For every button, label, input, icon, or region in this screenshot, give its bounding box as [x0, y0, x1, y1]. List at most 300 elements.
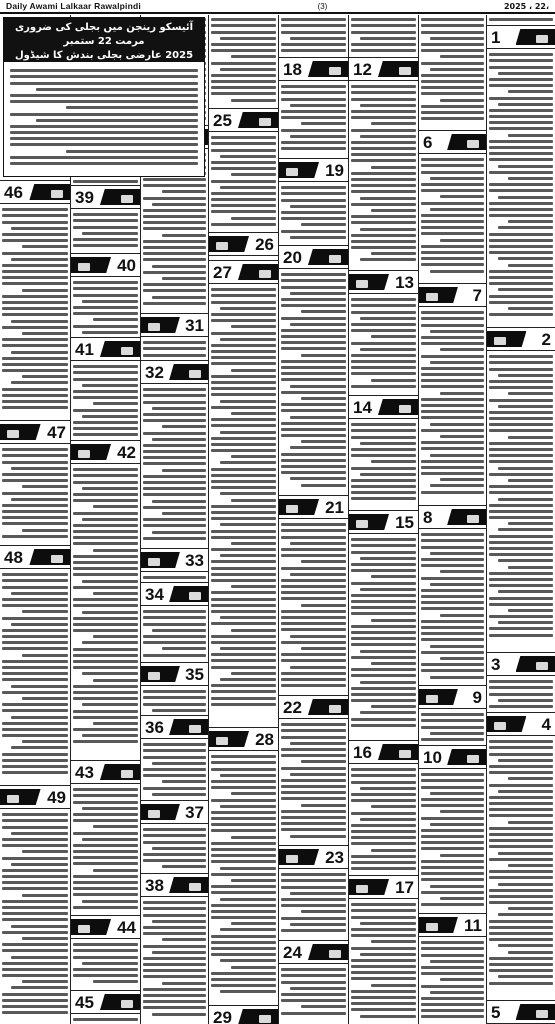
text-line [351, 342, 416, 345]
text-line [351, 372, 416, 375]
text-line [211, 573, 276, 576]
text-line [351, 129, 416, 132]
ad-banner [516, 29, 555, 45]
text-line [73, 474, 138, 477]
text-line [421, 954, 484, 957]
text-line [220, 554, 276, 557]
text-line [290, 923, 346, 926]
text-line [281, 217, 346, 220]
text-line [430, 177, 484, 180]
ad-number: 25 [213, 111, 232, 130]
ad-number-header [279, 845, 348, 869]
text-line [498, 165, 553, 168]
text-line [143, 654, 206, 657]
text-line [143, 450, 206, 453]
text-line [162, 512, 206, 515]
text-line [11, 592, 68, 595]
text-line [489, 746, 553, 749]
text-line [489, 870, 553, 873]
text-line [421, 324, 484, 327]
ad-text-block [2, 445, 68, 544]
text-line [489, 833, 553, 836]
text-line [351, 31, 416, 34]
ad-number-header [487, 25, 555, 49]
text-line [290, 205, 346, 208]
text-line [421, 441, 484, 444]
text-line [281, 579, 346, 582]
text-line [152, 1013, 206, 1016]
text-line [281, 279, 346, 282]
text-line [143, 963, 206, 966]
text-line [281, 286, 346, 289]
text-line [351, 551, 416, 554]
text-line [489, 541, 553, 544]
text-line [231, 325, 277, 328]
text-line [231, 836, 277, 839]
text-line [220, 431, 276, 434]
text-line [301, 910, 347, 913]
text-line [220, 338, 276, 341]
text-line [211, 848, 276, 851]
text-line [290, 892, 346, 895]
text-line [421, 105, 484, 108]
text-line [2, 264, 68, 267]
text-line [211, 811, 276, 814]
ad-number: 18 [283, 60, 302, 79]
text-line [2, 604, 68, 607]
ad-banner [308, 944, 348, 960]
ad-banner [209, 731, 249, 747]
text-line [82, 487, 138, 490]
text-line [220, 990, 276, 993]
text-line [2, 869, 68, 872]
ad-banner [141, 804, 180, 820]
text-line [2, 813, 68, 816]
text-line [152, 438, 206, 441]
text-line [2, 1005, 68, 1008]
text-line [2, 313, 68, 316]
text-line [2, 666, 68, 669]
text-line [11, 986, 68, 989]
text-line [143, 524, 206, 527]
text-line [211, 505, 276, 508]
text-line [371, 460, 417, 463]
text-line [489, 802, 553, 805]
text-line [440, 348, 484, 351]
text-line [351, 855, 416, 858]
text-line [281, 828, 346, 831]
ad-text-block [489, 677, 553, 711]
text-line [73, 180, 138, 183]
text-line [143, 444, 206, 447]
text-line [351, 479, 416, 482]
text-line [421, 866, 484, 869]
ad-banner [378, 744, 418, 760]
ad-banner [487, 331, 526, 347]
text-line [430, 37, 484, 40]
text-line [2, 516, 68, 519]
text-line [93, 980, 139, 983]
text-line [351, 977, 416, 980]
ad-banner [0, 789, 41, 805]
ad-text-block [143, 825, 206, 872]
text-line [143, 635, 206, 638]
text-line [281, 192, 346, 195]
text-line [143, 853, 206, 856]
text-line [10, 69, 198, 72]
ad-number: 40 [117, 256, 136, 275]
text-line [498, 467, 553, 470]
text-line [231, 585, 277, 588]
text-line [152, 203, 206, 206]
text-line [351, 569, 416, 572]
text-line [489, 615, 553, 618]
text-line [10, 131, 198, 134]
text-line [301, 440, 347, 443]
text-line [82, 331, 138, 334]
text-line [489, 680, 553, 683]
text-line [73, 654, 138, 657]
text-line [371, 662, 417, 665]
text-line [2, 338, 68, 341]
text-line [290, 37, 346, 40]
ad-text-block [489, 737, 553, 999]
text-line [211, 517, 276, 520]
text-line [360, 922, 416, 925]
text-line [281, 434, 346, 437]
text-line [430, 960, 484, 963]
text-line [2, 344, 68, 347]
text-line [281, 317, 346, 320]
text-line [351, 836, 416, 839]
text-line [430, 823, 484, 826]
ad-number-header [71, 337, 140, 361]
text-line [73, 530, 138, 533]
text-line [351, 687, 416, 690]
text-line [22, 485, 68, 488]
text-line [489, 784, 553, 787]
text-line [351, 724, 416, 727]
text-line [73, 598, 138, 601]
ad-text-block [281, 870, 346, 939]
text-line [489, 876, 553, 879]
text-line [489, 251, 553, 254]
ad-number-header [71, 440, 140, 464]
text-line [211, 149, 276, 152]
text-line [2, 357, 68, 360]
ad-number-header [349, 875, 418, 899]
text-line [351, 221, 416, 224]
text-line [498, 72, 553, 75]
text-line [421, 232, 484, 235]
text-line [281, 129, 346, 132]
ad-number-header [349, 395, 418, 419]
text-line [489, 473, 553, 476]
text-line [290, 323, 346, 326]
text-line [2, 918, 68, 921]
ad-text-block [421, 530, 484, 684]
text-line [73, 949, 138, 952]
text-line [73, 396, 138, 399]
text-line [211, 468, 276, 471]
text-line [211, 387, 276, 390]
text-line [152, 296, 206, 299]
text-line [143, 432, 206, 435]
text-line [162, 469, 206, 472]
text-line [281, 585, 346, 588]
text-line [211, 480, 276, 483]
text-line [2, 753, 68, 756]
ad-text-block [73, 940, 138, 989]
text-line [498, 288, 553, 291]
text-line [10, 100, 198, 103]
text-line [2, 771, 68, 774]
text-line [211, 579, 276, 582]
ad-banner [141, 666, 180, 682]
text-line [2, 270, 68, 273]
ad-number: 15 [395, 513, 414, 532]
text-line [73, 524, 138, 527]
text-line [211, 823, 276, 826]
text-line [143, 907, 206, 910]
text-line [498, 528, 553, 531]
text-line [440, 570, 484, 573]
text-line [351, 538, 416, 541]
text-line [351, 934, 416, 937]
ad-number: 17 [395, 878, 414, 897]
text-line [489, 597, 553, 600]
text-line [281, 723, 346, 726]
text-line [498, 852, 553, 855]
text-line [73, 390, 138, 393]
text-line [143, 926, 206, 929]
text-line [351, 159, 416, 162]
text-line [489, 753, 553, 756]
power-shutdown-notice [3, 17, 205, 177]
text-line [143, 184, 206, 187]
text-line [489, 705, 553, 708]
text-line [211, 984, 276, 987]
text-line [421, 111, 484, 114]
text-line [489, 765, 553, 768]
text-line [2, 660, 68, 663]
classifieds-page [0, 15, 555, 1024]
text-line [73, 887, 138, 890]
text-line [360, 104, 416, 107]
text-line [93, 505, 139, 508]
text-line [440, 657, 484, 660]
text-line [162, 277, 206, 280]
text-line [211, 972, 276, 975]
text-line [73, 906, 138, 909]
text-line [489, 932, 553, 935]
text-line [489, 808, 553, 811]
text-line [489, 895, 553, 898]
text-line [371, 940, 417, 943]
text-line [211, 43, 276, 46]
text-line [220, 307, 276, 310]
text-line [489, 97, 553, 100]
text-line [231, 499, 277, 502]
text-line [2, 598, 68, 601]
text-line [143, 743, 206, 746]
text-line [498, 405, 553, 408]
ad-text-block [2, 570, 68, 784]
ad-banner [308, 249, 348, 265]
ad-banner [141, 552, 180, 568]
ad-number-header [141, 800, 208, 824]
text-line [421, 972, 484, 975]
text-line [211, 406, 276, 409]
text-line [281, 465, 346, 468]
text-line [231, 792, 277, 795]
text-line [498, 944, 553, 947]
text-line [162, 234, 206, 237]
text-line [360, 348, 416, 351]
text-line [360, 37, 416, 40]
text-line [211, 829, 276, 832]
text-line [143, 616, 206, 619]
text-line [360, 650, 416, 653]
text-line [281, 999, 346, 1002]
text-line [231, 966, 277, 969]
ad-text-block [2, 810, 68, 1022]
text-line [489, 361, 553, 364]
ad-number-header [71, 915, 140, 939]
text-line [73, 306, 138, 309]
text-line [2, 369, 68, 372]
text-line [489, 355, 553, 358]
text-line [2, 765, 68, 768]
text-line [143, 969, 206, 972]
text-line [351, 612, 416, 615]
text-line [489, 59, 553, 62]
text-line [2, 703, 68, 706]
text-line [281, 628, 346, 631]
text-line [360, 228, 416, 231]
ad-banner [279, 849, 319, 865]
ad-text-block [421, 155, 484, 282]
text-line [498, 590, 553, 593]
ad-banner [29, 549, 70, 565]
ad-text-block [143, 607, 206, 661]
text-line [211, 780, 276, 783]
text-line [351, 1008, 416, 1011]
text-line [351, 867, 416, 870]
ad-number: 13 [395, 273, 414, 292]
text-line [351, 768, 416, 771]
text-line [281, 366, 346, 369]
text-line [211, 604, 276, 607]
text-line [421, 164, 484, 167]
text-line [143, 394, 206, 397]
text-line [489, 920, 553, 923]
text-line [143, 841, 206, 844]
text-line [73, 409, 138, 412]
ad-number-header [71, 185, 140, 209]
ad-number: 41 [75, 340, 94, 359]
text-line [143, 610, 206, 613]
text-line [93, 318, 139, 321]
text-line [489, 152, 553, 155]
ad-number: 42 [117, 443, 136, 462]
ad-text-block [143, 385, 206, 547]
text-line [421, 985, 484, 988]
ad-number-header [349, 57, 418, 81]
ad-number: 26 [255, 235, 274, 254]
ad-text-block [281, 720, 346, 844]
text-line [489, 839, 553, 842]
text-line [421, 878, 484, 881]
text-line [220, 68, 276, 71]
ad-number-header [71, 760, 140, 784]
text-line [290, 666, 346, 669]
text-line [73, 542, 138, 545]
ad-banner [238, 264, 278, 280]
text-line [489, 634, 553, 637]
text-line [10, 143, 198, 146]
text-line [2, 826, 68, 829]
text-line [73, 788, 138, 791]
text-line [351, 385, 416, 388]
text-line [351, 947, 416, 950]
text-line [430, 792, 484, 795]
text-line [211, 761, 276, 764]
text-line [290, 742, 346, 745]
text-line [351, 366, 416, 369]
text-line [351, 594, 416, 597]
text-line [440, 897, 484, 900]
ad-number: 21 [325, 498, 344, 517]
text-line [430, 645, 484, 648]
text-line [351, 631, 416, 634]
text-line [351, 774, 416, 777]
text-line [211, 142, 276, 145]
text-line [421, 398, 484, 401]
text-line [301, 560, 347, 563]
text-line [22, 894, 68, 897]
ad-banner [487, 716, 526, 732]
ad-number-header [419, 685, 486, 709]
text-line [489, 189, 553, 192]
text-line [290, 542, 346, 545]
text-line [421, 626, 484, 629]
text-line [301, 310, 347, 313]
text-line [73, 567, 138, 570]
text-line [231, 173, 277, 176]
ad-text-block [489, 15, 553, 24]
text-line [281, 591, 346, 594]
text-line [2, 844, 68, 847]
ad-banner [169, 719, 208, 735]
text-line [220, 616, 276, 619]
text-line [421, 798, 484, 801]
ad-number: 35 [185, 665, 204, 684]
text-line [73, 378, 138, 381]
ad-banner [169, 877, 208, 893]
ad-text-block [143, 573, 206, 581]
text-line [231, 455, 277, 458]
text-line [498, 883, 553, 886]
ad-number: 5 [491, 1003, 501, 1022]
text-line [281, 273, 346, 276]
text-line [143, 401, 206, 404]
ad-number-header [279, 158, 348, 182]
text-line [489, 938, 553, 941]
text-line [351, 116, 416, 119]
text-line [2, 629, 68, 632]
ad-number: 48 [4, 548, 23, 567]
